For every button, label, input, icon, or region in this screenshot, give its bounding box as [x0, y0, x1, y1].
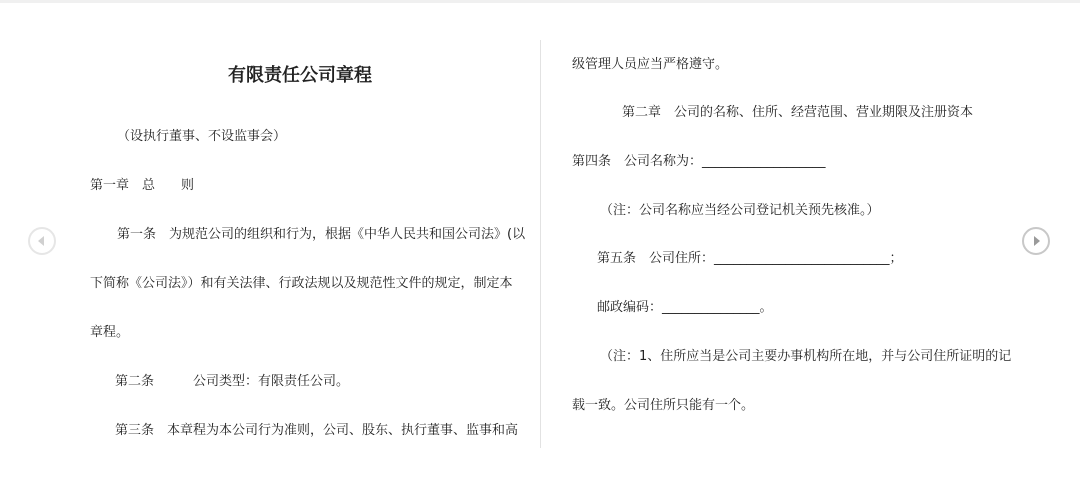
paragraph-line: 第五条 公司住所：___________________________； [597, 251, 903, 266]
left-page [90, 40, 530, 450]
previous-page-button[interactable] [28, 227, 56, 255]
paragraph-line: 下简称《公司法》）和有关法律、行政法规以及规范性文件的规定，制定本 [90, 276, 513, 291]
top-border [0, 0, 1080, 3]
paragraph-line: （注：公司名称应当经公司登记机关预先核准。） [600, 203, 880, 218]
page-divider [540, 40, 541, 448]
paragraph-line: 第三条 本章程为本公司行为准则，公司、股东、执行董事、监事和高 [115, 423, 519, 438]
paragraph-line: 级管理人员应当严格遵守。 [572, 57, 729, 72]
paragraph-line: 第一条 为规范公司的组织和行为，根据《中华人民共和国公司法》(以 [104, 227, 526, 242]
chapter-heading: 第二章 公司的名称、住所、经营范围、营业期限及注册资本 [622, 105, 974, 120]
right-page [572, 40, 1012, 450]
next-page-button[interactable] [1022, 227, 1050, 255]
chapter-heading: 第一章 总 则 [90, 178, 195, 193]
paragraph-line: （注：1、住所应当是公司主要办事机构所在地，并与公司住所证明的记 [600, 349, 1012, 364]
document-subtitle: （设执行董事、不设监事会） [117, 129, 287, 144]
paragraph-line: 第四条 公司名称为：___________________ [572, 154, 826, 169]
document-title: 有限责任公司章程 [228, 65, 372, 86]
paragraph-line: 邮政编码：_______________。 [597, 300, 773, 315]
paragraph-line: 章程。 [90, 325, 130, 340]
paragraph-line: 载一致。公司住所只能有一个。 [572, 398, 755, 413]
paragraph-line: 第二条 公司类型：有限责任公司。 [115, 374, 350, 389]
